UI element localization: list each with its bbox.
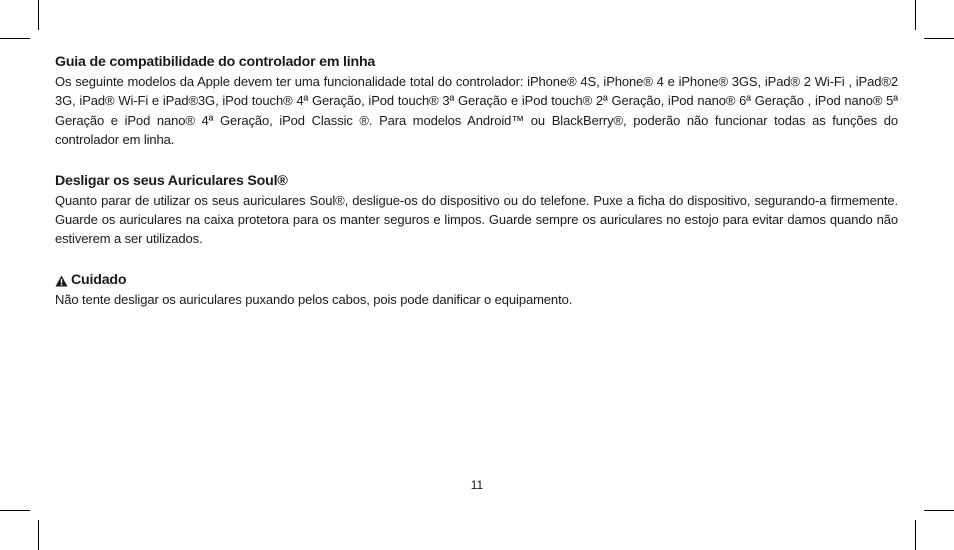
compatibility-text: Os seguinte modelos da Apple devem ter uma funcionalidade total do controlador: iPhone® 4S, iPhone® 4 e iPhone® 3GS, iPad® 2 Wi-Fi , iPad®2 3G, iPad® Wi-Fi e iPad®3G, iPod touch® 4ª Geração, iPod touch® 3ª Geração e iPod touch® 2ª Geração, iPod nano® 6ª Geração , iPod nano® 5ª Geração e iPod nano® 4ª Geração, iPod Classic ®. Para modelos Android™ ou BlackBerry®, poderão não funcionar todas as funções do controlador em linha. — [55, 74, 898, 148]
warning-triangle-icon — [55, 274, 68, 286]
caution-text: Não tente desligar os auriculares puxando pelos cabos, pois pode danificar o equipamento. — [55, 291, 573, 307]
disconnect-heading: Desligar os seus Auriculares Soul® — [55, 172, 288, 189]
crop-mark — [915, 520, 916, 550]
crop-mark — [38, 0, 39, 30]
caution-heading: Cuidado — [71, 271, 127, 288]
disconnect-section — [55, 171, 898, 249]
page-content — [55, 52, 898, 330]
caution-header — [55, 270, 898, 290]
compatibility-heading: Guia de compatibilidade do controlador em linha — [55, 54, 376, 70]
crop-mark — [38, 520, 39, 550]
page-number: 11 — [470, 478, 484, 492]
crop-mark — [0, 38, 30, 39]
caution-section — [55, 270, 898, 309]
crop-mark — [924, 510, 954, 511]
compatibility-section — [55, 52, 898, 150]
disconnect-text: Quanto parar de utilizar os seus auriculares Soul®, desligue-os do dispositivo ou do telefone. Puxe a ficha do dispositivo, segurando-a firmemente. Guarde os auriculares na caixa protetora para os manter seguros e limpos. Guarde sempre os auriculares no estojo para evitar damos quando não estiverem a ser utilizados. — [55, 192, 898, 247]
crop-mark — [0, 510, 30, 511]
crop-mark — [915, 0, 916, 30]
crop-mark — [924, 38, 954, 39]
